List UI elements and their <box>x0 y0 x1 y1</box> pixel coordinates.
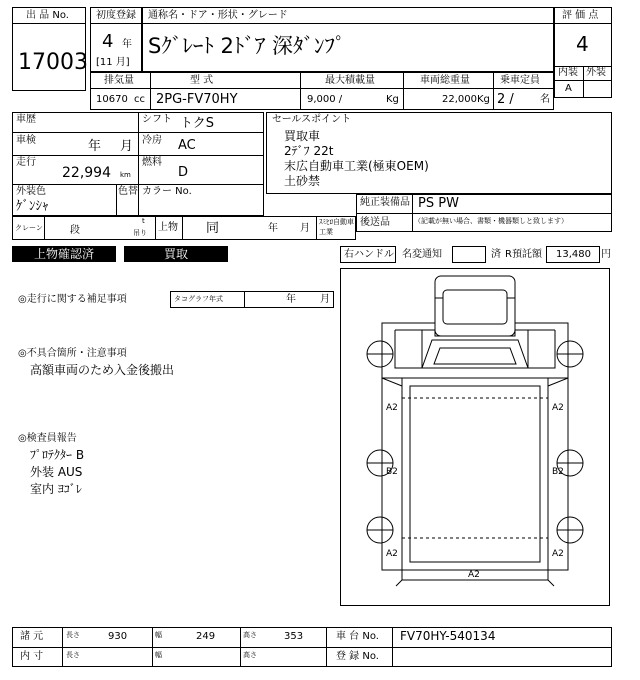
fuel-label: 燃料 <box>142 157 162 168</box>
handle-label: 右ハンドル <box>344 249 394 260</box>
inspection-month-unit: 月 <box>120 139 134 154</box>
model-value: 2PG-FV70HY <box>156 92 238 107</box>
dims-label: 諸 元 <box>20 631 44 642</box>
damage-mark: A2 <box>468 570 480 580</box>
sales-point-line: 土砂禁 <box>284 174 321 188</box>
exterior-color-label: 外装色 <box>16 186 46 197</box>
chassis-label: 車 台 No. <box>336 631 379 642</box>
fuel-value: D <box>178 165 189 180</box>
gross-weight-value: 22,000 <box>442 94 477 105</box>
sales-point-line: 末広自動車工業(極東OEM) <box>284 159 429 173</box>
height-label: 高さ <box>243 631 257 639</box>
capacity-unit: 名 <box>540 94 550 105</box>
history-label: 車歴 <box>16 114 36 125</box>
damage-mark: B2 <box>386 467 398 477</box>
tacho-month: 月 <box>320 294 330 305</box>
ac-value: AC <box>178 138 196 153</box>
damage-mark: A2 <box>386 403 398 413</box>
capacity-label: 乗車定員 <box>500 75 540 86</box>
color-change-label: 色替 <box>118 186 138 197</box>
sales-point-line: 2ﾃﾞﾌ 22t <box>284 144 334 158</box>
shift-label: シフト <box>142 114 172 125</box>
chassis-number: FV70HY-540134 <box>400 629 496 643</box>
equipment-value: PS PW <box>418 196 459 211</box>
sales-point-label: セールスポイント <box>272 114 352 125</box>
capacity-value: 2 / <box>497 92 514 107</box>
inner-dims-label: 内 寸 <box>20 651 44 662</box>
damage-mark: A2 <box>552 549 564 559</box>
purchase-badge: 買取 <box>124 246 228 262</box>
interior-grade: A <box>565 83 572 94</box>
inner-width-label: 幅 <box>155 651 162 659</box>
upper-body-value: 同 <box>206 221 220 236</box>
inspector-report-label: ◎検査員報告 <box>18 433 77 444</box>
sales-point-line: 買取車 <box>284 129 321 143</box>
recycle-label: R預託額 <box>505 249 542 260</box>
overall-grade: 4 <box>576 32 589 56</box>
maker-label: 工業 <box>319 228 333 236</box>
documents-label: 後送品 <box>360 217 390 228</box>
max-load-value: 9,000 / <box>307 94 343 105</box>
lot-number-label: 出 品 No. <box>26 10 69 21</box>
damage-mark: A2 <box>552 403 564 413</box>
width-value: 249 <box>196 631 216 642</box>
shift-value: トクS <box>180 116 214 131</box>
name-change-label: 名変通知 <box>402 249 442 260</box>
width-label: 幅 <box>155 631 162 639</box>
driving-notes-label: ◎走行に関する補足事項 <box>18 294 127 305</box>
inspection-label: 車検 <box>16 135 36 146</box>
ac-label: 冷房 <box>142 135 162 146</box>
inspection-year-unit: 年 <box>88 139 102 154</box>
max-load-unit: Kg <box>386 94 399 105</box>
lot-number: 17003 <box>18 50 88 75</box>
tacho-label: タコグラフ年式 <box>174 295 223 303</box>
displacement-value: 10670 <box>96 94 128 105</box>
max-load-label: 最大積載量 <box>325 75 375 86</box>
vehicle-title: Sｸﾞﾚｰﾄ 2ﾄﾞｱ 深ﾀﾞﾝﾌﾟ <box>148 34 346 58</box>
first-registration-year-unit: 年 <box>122 39 132 50</box>
first-registration-month: [11 月] <box>96 57 130 68</box>
upper-body-month: 月 <box>300 223 310 234</box>
displacement-label: 排気量 <box>104 75 134 86</box>
dump-bed <box>402 378 548 570</box>
truck-diagram <box>340 268 610 606</box>
defect-text: 高額車両のため入金後搬出 <box>30 363 175 377</box>
inspector-report-line: 外装 AUS <box>30 465 83 479</box>
displacement-unit: cc <box>134 94 145 105</box>
exterior-color-value: ｹﾞﾝｼｬ <box>16 199 49 214</box>
first-registration-label: 初度登録 <box>96 10 136 21</box>
crane-stage: 段 <box>70 225 80 236</box>
crane-t: t <box>142 217 145 225</box>
recycle-unit: 円 <box>601 249 611 260</box>
mileage-unit: km <box>120 171 131 179</box>
model-label: 型 式 <box>190 75 214 86</box>
title-label: 通称名・ドア・形状・グレード <box>148 10 288 21</box>
mileage-label: 走行 <box>16 157 36 168</box>
grade-label: 評 価 点 <box>562 10 599 21</box>
maker-label: ｽﾐﾋﾛ自動車 <box>319 218 354 226</box>
cab-roof <box>435 276 515 336</box>
upper-confirmed-badge: 上物確認済 <box>12 246 116 262</box>
inner-height-label: 高さ <box>243 651 257 659</box>
equipment-label: 純正装備品 <box>360 197 410 208</box>
length-label: 長さ <box>66 631 80 639</box>
crane-label: クレーン <box>15 224 43 232</box>
crane-lift: 吊り <box>133 229 147 237</box>
damage-mark: A2 <box>386 549 398 559</box>
interior-grade-label: 内装 <box>558 67 578 78</box>
color-number-label: カラー No. <box>142 186 192 197</box>
inner-length-label: 長さ <box>66 651 80 659</box>
length-value: 930 <box>108 631 128 642</box>
upper-body-label: 上物 <box>158 222 178 233</box>
gross-weight-label: 車両総重量 <box>420 75 470 86</box>
inspector-report-line: 室内 ﾖｺﾞﾚ <box>30 482 82 496</box>
name-change-box <box>452 246 486 263</box>
cab-body <box>382 323 568 378</box>
tacho-year: 年 <box>286 294 296 305</box>
height-value: 353 <box>284 631 304 642</box>
damage-mark: B2 <box>552 467 564 477</box>
documents-note: （記載が無い場合、書類・機器類しと致します） <box>414 217 568 225</box>
first-registration-year: 4 <box>102 31 114 52</box>
inspector-report-line: ﾌﾟﾛﾃｸﾀｰ B <box>30 448 85 462</box>
exterior-grade-label: 外装 <box>586 67 606 78</box>
gross-weight-unit: Kg <box>477 94 490 105</box>
defect-label: ◎不具合箇所・注意事項 <box>18 348 127 359</box>
recycle-amount: 13,480 <box>556 249 591 260</box>
upper-body-year: 年 <box>268 223 278 234</box>
mileage-value: 22,994 <box>62 165 111 181</box>
recycle-mark: 済 <box>491 249 501 260</box>
registration-label: 登 録 No. <box>336 651 379 662</box>
